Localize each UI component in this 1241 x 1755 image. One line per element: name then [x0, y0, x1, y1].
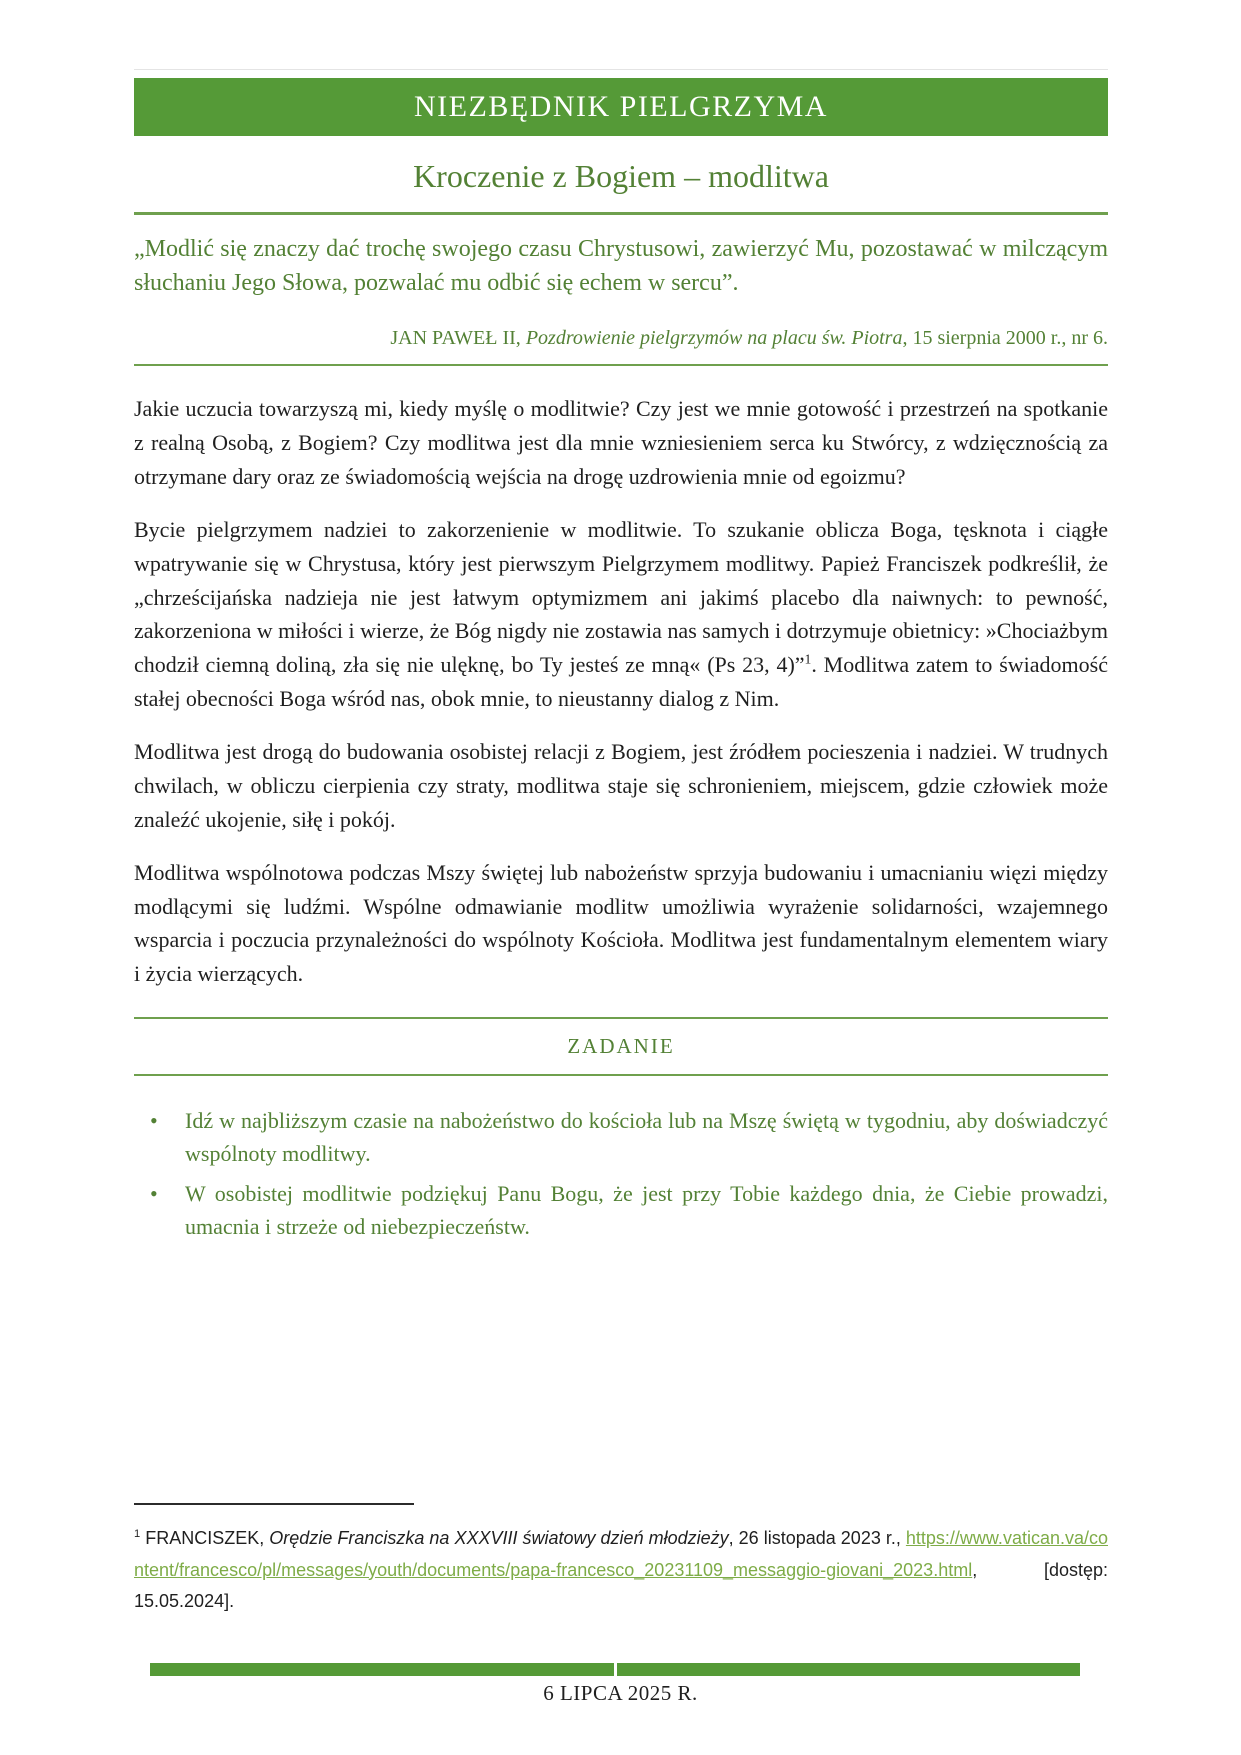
body-text [134, 392, 1108, 991]
footer-bar-segment [150, 1663, 614, 1676]
task-list [134, 1104, 1108, 1243]
banner-title: NIEZBĘDNIK PIELGRZYMA [414, 90, 828, 123]
quote-text: „Modlić się znaczy dać trochę swojego czasu Chrystusowi, zawierzyć Mu, pozostawać w milczącym słuchaniu Jego Słowa, pozwalać mu odbić się echem w sercu”. [134, 236, 1108, 297]
zadanie-rule-bottom [134, 1074, 1108, 1076]
footnote-block [134, 1503, 1108, 1636]
footer-bar-segment [617, 1663, 1081, 1676]
body-paragraph-2 [134, 513, 1108, 716]
footnote-separator [134, 1503, 414, 1505]
task-text: W osobistej modlitwie podziękuj Panu Bogu, że jest przy Tobie każdego dnia, że Ciebie prowadzi, umacnia i strzeże od niebezpieczeństw. [185, 1181, 1108, 1240]
body-paragraph-1: Jakie uczucia towarzyszą mi, kiedy myślę o modlitwie? Czy jest we mnie gotowość i przestrzeń na spotkanie z realną Osobą, z Bogiem? Czy modlitwa jest dla mnie wzniesieniem serca ku Stwórcy, z wdzięcznością za otrzymane dary oraz ze świadomością wejścia na drogę uzdrowienia mnie od egoizmu? [134, 396, 1108, 489]
attribution-rule [134, 364, 1108, 366]
title-rule [134, 212, 1108, 215]
zadanie-rule-top [134, 1017, 1108, 1019]
zadanie-heading: ZADANIE [567, 1034, 675, 1059]
header-banner [134, 78, 1108, 136]
footer-date: 6 LIPCA 2025 R. [543, 1681, 698, 1705]
footer-bar [150, 1663, 1080, 1676]
footnote-ref-marker: 1 [804, 651, 812, 667]
paragraph-2-text: Bycie pielgrzymem nadziei to zakorzenienie w modlitwie. To szukanie oblicza Boga, tęsknota i ciągłe wpatrywanie się w Chrystusa, który jest pierwszym Pielgrzymem modlitwy. Papież Franciszek podkreślił, że „chrześcijańska nadzieja nie jest łatwym optymizmem ani jakimś placebo dla naiwnych: to pewność, zakorzeniona w miłości i wierze, że Bóg nigdy nie zostawia nas samych i dotrzymuje obietnicy: »Chociażbym chodził ciemną doliną, zła się nie ulęknę, bo Ty jesteś ze mną« (Ps 23, 4)” [134, 516, 1108, 678]
task-text: Idź w najbliższym czasie na nabożeństwo do kościoła lub na Mszę świętą w tygodniu, aby doświadczyć wspólnoty modlitwy. [185, 1108, 1108, 1167]
task-item [134, 1104, 1108, 1170]
content-column [134, 69, 1108, 1243]
attribution-author: JAN PAWEŁ II, [390, 327, 526, 350]
attribution-work-title: Pozdrowienie pielgrzymów na placu św. Piotra [525, 327, 903, 350]
footnote-author: FRANCISZEK, [140, 1528, 270, 1548]
body-paragraph-4: Modlitwa wspólnotowa podczas Mszy świętej lub nabożeństw sprzyja budowaniu i umacnianiu więzi między modlącymi się ludźmi. Wspólne odmawianie modlitw umożliwia wyrażenie solidarności, wzajemnego wsparcia i poczucia przynależności do wspólnoty Kościoła. Modlitwa jest fundamentalnym elementem wiary i życia wierzących. [134, 859, 1108, 987]
task-item [134, 1177, 1108, 1243]
paragraph-2-continuation: . Modlitwa zatem to świadomość stałej obecności Boga wśród nas, obok mnie, to nieustanny dialog z Nim. [134, 652, 1108, 712]
page-title: Kroczenie z Bogiem – modlitwa [413, 158, 829, 194]
footnote-date-detail: , 26 listopada 2023 r., [728, 1528, 906, 1548]
bullet-icon: • [150, 1108, 158, 1134]
quote-attribution [134, 327, 1108, 350]
footnote-text [134, 1523, 1108, 1618]
body-paragraph-3: Modlitwa jest drogą do budowania osobistej relacji z Bogiem, jest źródłem pocieszenia i nadziei. W trudnych chwilach, w obliczu cierpienia czy straty, modlitwa staje się schronieniem, miejscem, gdzie człowiek może znaleźć ukojenie, siłę i pokój. [134, 739, 1108, 832]
footnote-number: 1 [134, 1528, 141, 1540]
bullet-icon: • [150, 1181, 158, 1207]
attribution-detail: , 15 sierpnia 2000 r., nr 6. [902, 327, 1108, 350]
top-hairline-divider [134, 69, 1108, 70]
footnote-work-title: Orędzie Franciszka na XXXVIII światowy dzień młodzieży [269, 1528, 729, 1548]
footnote-link[interactable]: https://www.vatican.va/content/francesco/pl/messages/youth/documents/papa-francesco_20231109_messaggio-giovani_2023.html [134, 1528, 1108, 1580]
footnote-access-note: , [dostęp: 15.05.2024]. [134, 1559, 1108, 1611]
